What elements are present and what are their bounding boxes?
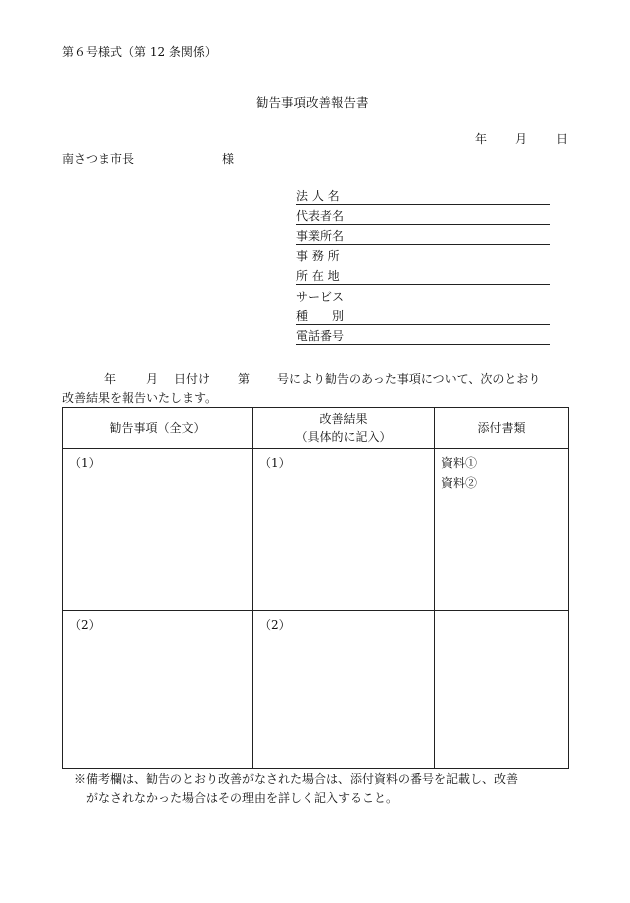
corp-name-label: 法 人 名 [296, 189, 340, 203]
body-year-label: 年 [104, 372, 117, 386]
recommendation-number-1: （1） [69, 456, 101, 470]
body-month-label: 月 [146, 372, 159, 386]
header-result-line1: 改善結果 [319, 412, 368, 426]
table-row [63, 611, 569, 769]
result-cell-1[interactable] [253, 449, 435, 611]
office-name-field[interactable] [296, 227, 550, 245]
date-year-label: 年 [475, 132, 488, 146]
attachment-item-2: 資料② [441, 476, 478, 490]
note-line1: ※備考欄は、勧告のとおり改善がなされた場合は、添付資料の番号を記載し、改善 [74, 772, 519, 786]
recommendation-cell-1[interactable] [63, 449, 253, 611]
office-name-label: 事業所名 [296, 229, 345, 243]
attachment-item-1: 資料① [441, 456, 478, 470]
table-row [63, 449, 569, 611]
table-header-row [63, 408, 569, 449]
result-number-2: （2） [259, 618, 291, 632]
note-line2: がなされなかった場合はその理由を詳しく記入すること。 [86, 791, 399, 805]
phone-label: 電話番号 [296, 329, 345, 343]
corp-name-field[interactable] [296, 187, 550, 205]
form-number: 第６号様式（第 12 条関係） [62, 45, 217, 59]
result-number-1: （1） [259, 456, 291, 470]
header-recommendation: 勧告事項（全文） [63, 408, 253, 449]
body-date-attach-label: 日付け [174, 372, 211, 386]
body-number-prefix: 第 [238, 372, 251, 386]
office-address-label-2: 所 在 地 [296, 269, 340, 283]
office-address-label-row [296, 247, 550, 264]
service-type-field[interactable] [296, 307, 550, 325]
attachment-cell-1[interactable] [435, 449, 569, 611]
improvement-table [62, 407, 569, 769]
office-address-label-1: 事 務 所 [296, 249, 340, 263]
header-result [253, 408, 435, 449]
service-type-label-row [296, 288, 550, 305]
office-address-field[interactable] [296, 267, 550, 285]
body-line2: 改善結果を報告いたします。 [62, 391, 218, 405]
service-type-label-1: サービス [296, 290, 345, 304]
representative-label: 代表者名 [296, 209, 345, 223]
body-line1-rest: 号により勧告のあった事項について、次のとおり [277, 372, 541, 386]
recommendation-number-2: （2） [69, 618, 101, 632]
addressee-honorific: 様 [222, 152, 235, 166]
header-attachments: 添付書類 [435, 408, 569, 449]
document-title: 勧告事項改善報告書 [256, 95, 369, 110]
result-cell-2[interactable] [253, 611, 435, 769]
header-result-line2: （具体的に記入） [295, 430, 392, 444]
recommendation-cell-2[interactable] [63, 611, 253, 769]
date-month-label: 月 [515, 132, 528, 146]
service-type-label-2: 種 別 [296, 309, 345, 323]
phone-field[interactable] [296, 327, 550, 345]
date-day-label: 日 [556, 132, 569, 146]
attachment-cell-2[interactable] [435, 611, 569, 769]
addressee-name: 南さつま市長 [62, 152, 135, 166]
representative-field[interactable] [296, 207, 550, 225]
